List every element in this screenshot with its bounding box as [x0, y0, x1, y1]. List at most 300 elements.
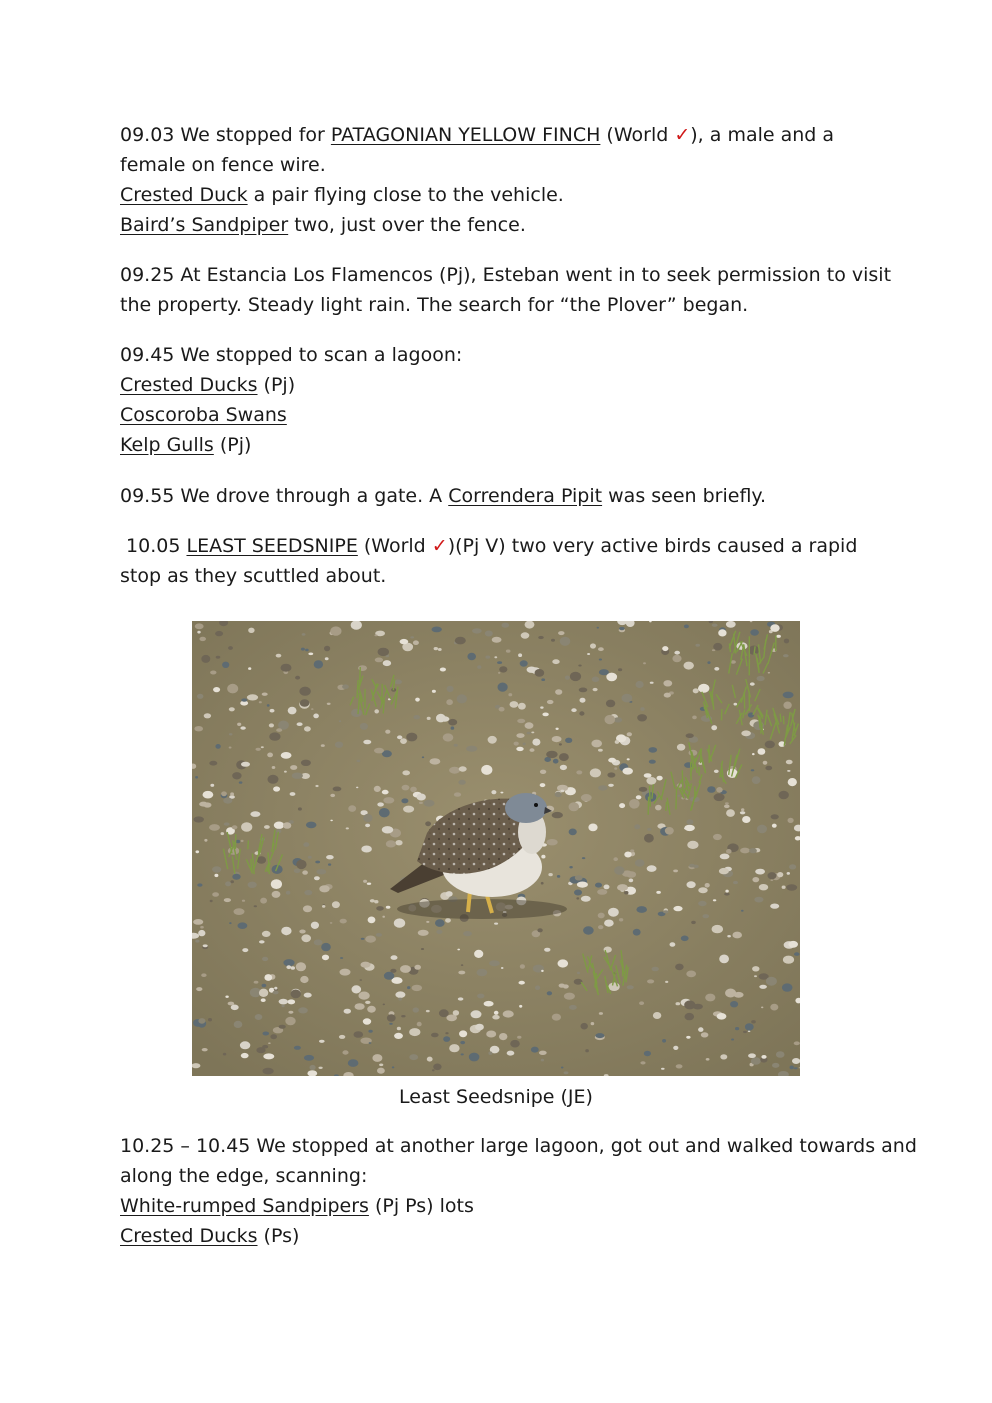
pebble [264, 974, 272, 981]
pebble [560, 790, 564, 793]
pebble [222, 662, 229, 668]
pebble [413, 1007, 419, 1012]
pebble [221, 791, 227, 796]
pebble [412, 985, 423, 991]
pebble [365, 824, 370, 828]
pebble [541, 970, 544, 972]
pebble [794, 1067, 798, 1069]
pebble [342, 1050, 348, 1054]
pebble [250, 811, 260, 817]
pebble [196, 850, 200, 853]
pebble [383, 660, 391, 666]
pebble [541, 882, 544, 885]
pebble [540, 706, 543, 708]
pebble [451, 726, 455, 729]
pebble [653, 1012, 661, 1019]
pebble [402, 785, 410, 791]
pebble [467, 653, 476, 661]
pebble [587, 653, 590, 655]
paragraph-1005 [120, 531, 890, 591]
species-name: Crested Ducks [120, 1225, 258, 1247]
pebble [541, 855, 545, 859]
pebble [415, 698, 420, 702]
pebble [295, 676, 300, 680]
pebble [215, 744, 220, 749]
pebble [276, 728, 282, 732]
pebble [299, 930, 305, 934]
pebble [497, 661, 502, 664]
pebble [698, 901, 707, 906]
pebble [510, 1040, 520, 1048]
pebble [579, 711, 584, 715]
pebble [361, 846, 372, 853]
pebble [446, 891, 453, 897]
pebble [368, 917, 376, 924]
pebble [383, 797, 394, 803]
species-name: Coscoroba Swans [120, 404, 287, 426]
pebble [788, 778, 797, 786]
pebble [389, 1023, 392, 1025]
pebble [609, 982, 620, 991]
pebble [639, 787, 647, 792]
pebble [374, 709, 379, 713]
pebble [542, 713, 548, 717]
pebble [607, 772, 615, 777]
pebble [326, 855, 334, 859]
pebble [409, 1028, 420, 1036]
pebble [525, 722, 534, 729]
pebble [227, 684, 238, 694]
pebble [269, 732, 280, 740]
pebble [200, 926, 204, 929]
pebble [472, 628, 482, 633]
pebble [445, 1032, 448, 1034]
pebble [742, 816, 750, 823]
pebble [210, 784, 214, 787]
pebble [749, 848, 757, 853]
pebble [558, 631, 564, 635]
pebble [735, 1027, 739, 1030]
pebble [665, 827, 674, 835]
pebble [771, 814, 779, 819]
pebble [538, 636, 544, 639]
pebble [202, 1048, 208, 1051]
pebble [432, 690, 436, 693]
pebble [647, 979, 654, 983]
pebble [359, 992, 370, 1000]
pebble [267, 753, 273, 758]
pebble [457, 694, 467, 703]
pebble [203, 944, 208, 947]
pebble [574, 979, 583, 985]
pebble [517, 1036, 521, 1039]
pebble [417, 1022, 422, 1027]
pebble [376, 933, 382, 937]
pebble [361, 938, 365, 940]
pebble [410, 636, 414, 638]
pebble [698, 684, 709, 693]
pebble [370, 899, 375, 902]
pebble [655, 805, 662, 811]
pebble [260, 898, 267, 904]
pebble [627, 985, 634, 989]
pebble [531, 1047, 539, 1053]
pebble [232, 874, 240, 880]
pebble [377, 1068, 385, 1074]
pebble [208, 1018, 212, 1021]
pebble [595, 883, 602, 888]
pebble [703, 914, 710, 918]
pebble [707, 661, 710, 664]
pebble [537, 928, 542, 932]
pebble [577, 972, 580, 975]
pebble [291, 966, 295, 970]
pebble [290, 765, 297, 770]
pebble [459, 1030, 467, 1037]
pebble [298, 1007, 308, 1013]
paragraph-0925 [120, 260, 890, 320]
pebble [782, 983, 793, 991]
pebble [262, 693, 268, 696]
pebble [623, 768, 633, 775]
species-name: Crested Ducks [120, 374, 258, 396]
pebble [368, 1030, 372, 1033]
pebble [685, 1013, 695, 1020]
pebble [619, 627, 625, 630]
pebble [304, 890, 312, 895]
pebble [296, 860, 306, 869]
pebble [598, 785, 607, 790]
text-line: Baird’s Sandpiper two, just over the fence. [120, 214, 526, 236]
text-line: 09.55 We drove through a gate. A Correndera Pipit was seen briefly. [120, 485, 766, 507]
pebble [624, 891, 628, 894]
pebble [228, 646, 233, 650]
pebble [321, 943, 331, 951]
pebble [751, 1020, 756, 1023]
bird-eye [534, 803, 538, 807]
pebble [670, 942, 676, 947]
pebble [488, 736, 497, 744]
pebble [319, 1040, 325, 1043]
pebble [356, 787, 358, 789]
pebble [459, 766, 467, 771]
pebble [425, 821, 431, 826]
pebble [212, 866, 221, 872]
pebble [640, 1061, 645, 1064]
pebble [242, 948, 248, 952]
pebble [421, 948, 424, 950]
pebble [374, 786, 381, 792]
pebble [591, 1022, 595, 1025]
pebble [224, 898, 231, 902]
pebble [564, 993, 575, 1000]
pebble [498, 672, 500, 674]
pebble [634, 824, 640, 829]
pebble [569, 802, 580, 811]
pebble [598, 925, 603, 929]
pebble [677, 744, 685, 751]
pebble [461, 1053, 464, 1055]
pebble [759, 985, 767, 989]
pebble [733, 881, 738, 884]
pebble [439, 1009, 449, 1017]
pebble [560, 637, 571, 646]
pebble [286, 891, 290, 895]
pebble [363, 740, 371, 745]
pebble [418, 930, 429, 936]
species-name: White-rumped Sandpipers [120, 1195, 369, 1217]
pebble [446, 699, 453, 705]
pebble [678, 795, 681, 797]
pebble [613, 857, 618, 861]
species-line: White-rumped Sandpipers (Pj Ps) lots [120, 1195, 474, 1217]
pebble [519, 1005, 522, 1008]
pebble [635, 859, 645, 866]
pebble [701, 1032, 709, 1037]
pebble [430, 758, 441, 764]
pebble [500, 792, 503, 794]
pebble [247, 694, 258, 700]
pebble [248, 882, 257, 888]
pebble [424, 800, 435, 807]
pebble [684, 625, 689, 629]
pebble [772, 1063, 779, 1068]
pebble [385, 730, 390, 734]
pebble [448, 719, 457, 726]
pebble [375, 658, 383, 663]
pebble [765, 741, 775, 749]
text-line: female on fence wire. [120, 154, 326, 176]
pebble [433, 1064, 441, 1071]
pebble [355, 1003, 365, 1010]
pebble [765, 766, 772, 771]
pebble [417, 794, 426, 801]
pebble [394, 680, 402, 685]
pebble [585, 1049, 589, 1052]
pebble [300, 976, 308, 983]
pebble [578, 665, 581, 667]
pebble [649, 747, 658, 753]
pebble [576, 770, 582, 774]
pebble [387, 1014, 396, 1021]
pebble [741, 730, 751, 736]
pebble [382, 916, 385, 918]
pebble [552, 659, 559, 664]
pebble [413, 715, 420, 719]
pebble [325, 657, 329, 660]
pebble [519, 981, 525, 985]
pebble [400, 738, 407, 744]
pebble [716, 787, 722, 793]
pebble [617, 884, 628, 891]
pebble [673, 1046, 678, 1050]
pebble [300, 699, 310, 707]
photo-image [192, 621, 800, 1076]
pebble [597, 627, 599, 629]
pebble [547, 991, 552, 995]
pebble [234, 1021, 243, 1028]
pebble [770, 624, 779, 632]
pebble [274, 987, 277, 990]
pebble [382, 790, 389, 795]
pebble [278, 721, 289, 730]
pebble [687, 841, 698, 849]
pebble [223, 1053, 226, 1056]
pebble [719, 868, 729, 874]
pebble [724, 805, 730, 809]
pebble [288, 999, 296, 1004]
pebble [606, 673, 617, 682]
pebble [281, 664, 292, 672]
pebble [259, 701, 262, 703]
paragraph-1025 [120, 1131, 917, 1251]
pebble [386, 840, 396, 847]
text-line: 09.03 We stopped for PATAGONIAN YELLOW FINCH (World ✓), a male and a [120, 124, 835, 146]
pebble [281, 927, 291, 935]
pebble [489, 960, 500, 966]
pebble [516, 747, 523, 751]
pebble [551, 639, 555, 642]
pebble [299, 687, 310, 696]
pebble [455, 637, 466, 645]
text-line: 10.05 LEAST SEEDSNIPE (World ✓)(Pj V) two very active birds caused a rapid [120, 535, 858, 557]
species-line: Crested Ducks (Pj) [120, 374, 296, 396]
pebble [675, 964, 684, 971]
pebble [581, 794, 592, 801]
pebble [564, 1071, 569, 1074]
pebble [546, 751, 557, 758]
pebble [657, 776, 663, 781]
pebble [304, 1055, 314, 1061]
pebble [330, 820, 333, 822]
pebble [240, 726, 245, 729]
pebble [199, 637, 206, 641]
pebble [662, 646, 668, 651]
pebble [311, 708, 313, 710]
pebble [259, 989, 268, 997]
pebble [477, 969, 488, 977]
pebble [340, 919, 347, 924]
pebble [199, 802, 208, 807]
pebble [591, 740, 602, 748]
pebble [553, 759, 559, 764]
pebble [571, 708, 576, 712]
pebble [229, 922, 231, 924]
pebble [731, 1039, 734, 1041]
pebble [212, 892, 219, 897]
pebble [262, 984, 267, 987]
pebble [422, 756, 424, 758]
pebble [302, 633, 306, 636]
pebble [232, 825, 238, 829]
pebble [597, 889, 607, 895]
grass-blade [676, 788, 677, 810]
pebble [256, 748, 261, 751]
pebble [274, 822, 284, 829]
pebble [788, 818, 794, 823]
pebble [273, 786, 280, 791]
pebble [197, 883, 202, 886]
pebble [548, 873, 552, 876]
pebble [707, 786, 715, 793]
pebble [466, 746, 477, 752]
pebble [665, 981, 668, 983]
pebble [394, 1033, 403, 1039]
pebble [784, 639, 789, 644]
pebble [303, 905, 312, 912]
pebble [569, 1005, 577, 1010]
pebble [608, 784, 614, 787]
pebble [301, 760, 311, 766]
pebble [761, 1007, 763, 1009]
pebble [494, 923, 498, 925]
pebble [340, 969, 351, 976]
pebble [262, 931, 271, 937]
pebble [241, 1053, 249, 1058]
pebble [297, 722, 303, 726]
pebble [640, 707, 644, 711]
pebble [583, 926, 594, 934]
pebble [598, 913, 605, 919]
pebble [662, 1039, 666, 1043]
pebble [395, 840, 402, 845]
pebble [734, 992, 744, 998]
pebble [530, 748, 535, 752]
photo-caption: Least Seedsnipe (JE) [399, 1086, 593, 1108]
pebble [786, 886, 789, 888]
pebble [427, 1057, 433, 1062]
pebble [673, 870, 678, 873]
pebble [686, 1036, 690, 1039]
pebble [224, 822, 230, 825]
pebble [712, 925, 723, 933]
pebble [676, 1064, 683, 1068]
pebble [520, 964, 525, 969]
pebble [637, 714, 647, 721]
pebble [705, 883, 710, 888]
pebble [232, 772, 241, 779]
pebble [194, 726, 203, 731]
pebble [540, 783, 546, 787]
pebble [748, 1053, 756, 1058]
pebble [599, 1012, 603, 1015]
pebble [316, 869, 326, 874]
pebble [720, 1054, 727, 1059]
pebble [604, 947, 612, 953]
pebble [656, 891, 661, 894]
pebble [712, 624, 718, 627]
pebble [301, 934, 311, 942]
pebble [743, 1031, 747, 1033]
pebble [636, 795, 642, 799]
pebble [486, 1031, 496, 1038]
pebble [223, 798, 232, 804]
pebble [383, 1004, 385, 1006]
pebble [379, 808, 390, 817]
pebble [426, 921, 429, 923]
bird-head [505, 793, 547, 823]
pebble [319, 1067, 323, 1069]
pebble [755, 869, 765, 875]
pebble [310, 1065, 316, 1070]
pebble [367, 1006, 376, 1013]
pebble [752, 966, 759, 971]
pebble [527, 732, 531, 735]
pebble [436, 930, 442, 934]
pebble [726, 849, 732, 854]
pebble [488, 1052, 492, 1055]
grass-blade [780, 714, 781, 722]
